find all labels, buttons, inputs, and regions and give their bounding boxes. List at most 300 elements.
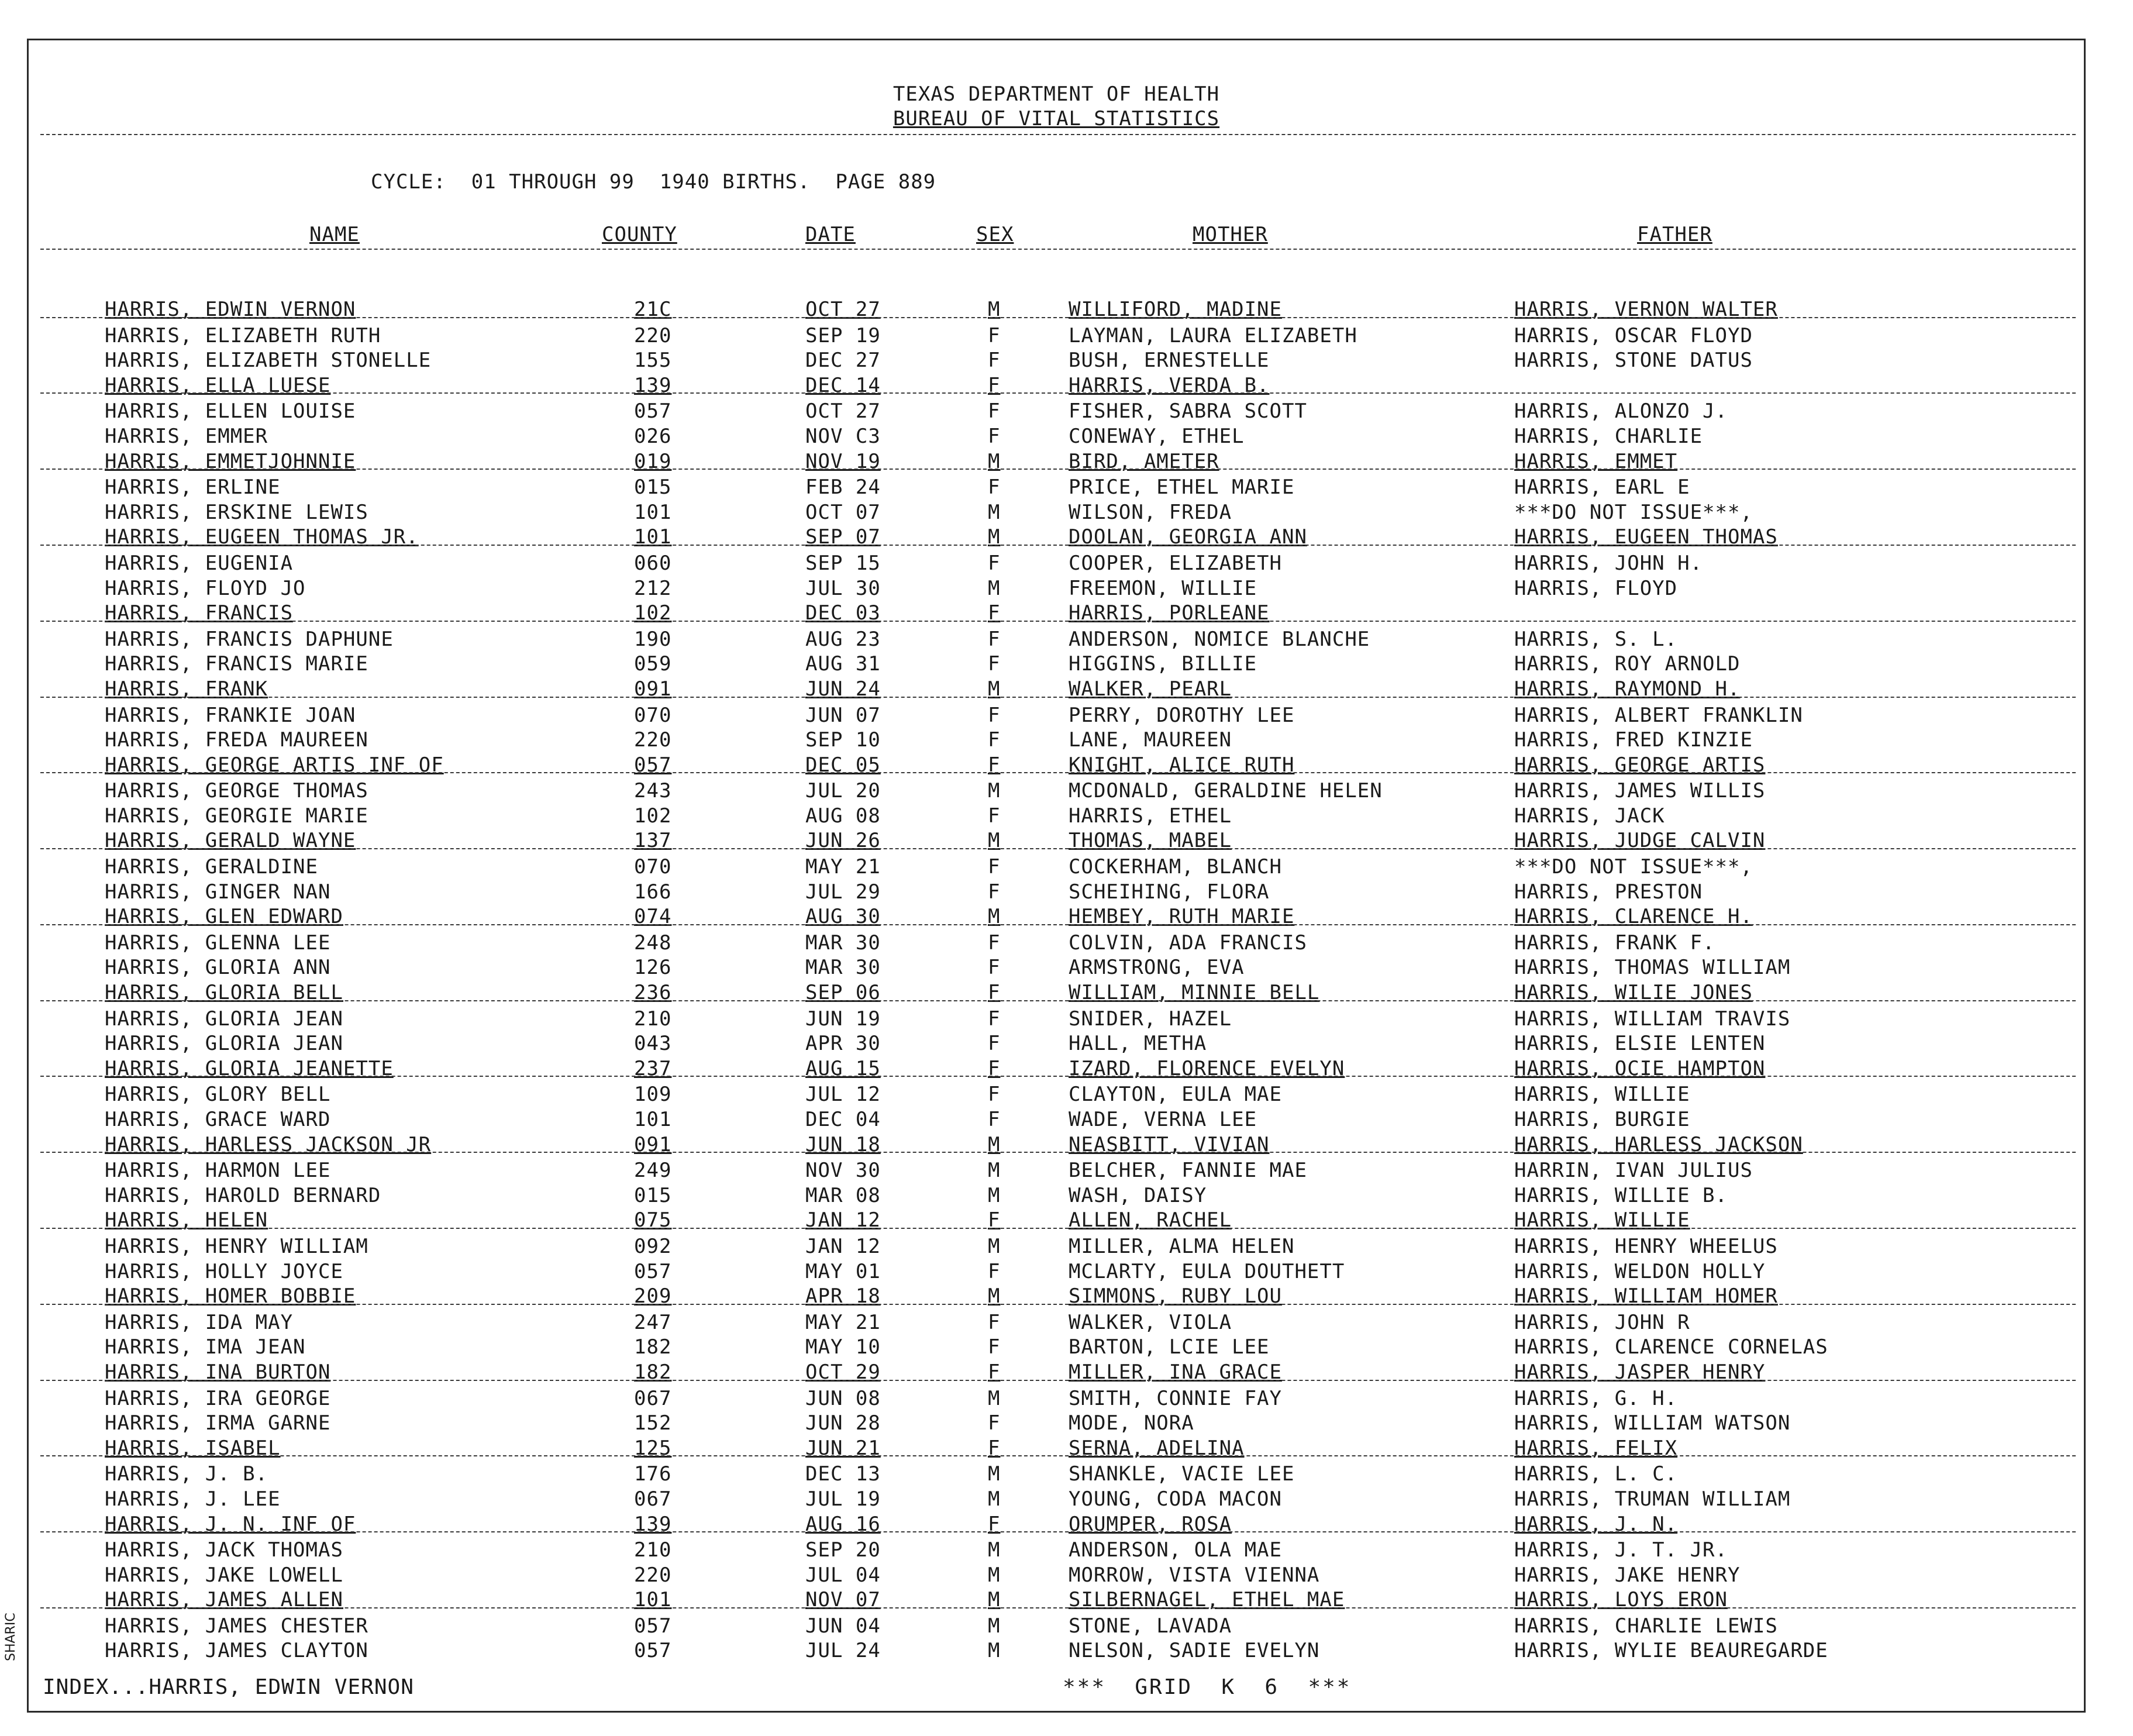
table-row xyxy=(29,1360,2084,1386)
row-divider xyxy=(40,1152,2076,1153)
table-row xyxy=(29,501,2084,526)
cell-sex: M xyxy=(988,1386,1001,1410)
cell-father: HARRIS, RAYMOND H. xyxy=(1514,677,1741,701)
column-header-father: FATHER xyxy=(1637,223,1712,246)
table-row xyxy=(29,1462,2084,1487)
cell-father: HARRIS, S. L. xyxy=(1514,627,1678,651)
cell-county: 059 xyxy=(634,652,672,676)
cell-county: 237 xyxy=(634,1056,672,1080)
cell-father: HARRIS, WILLIAM WATSON xyxy=(1514,1411,1791,1435)
cell-name: HARRIS, GLENNA LEE xyxy=(105,931,331,955)
cell-name: HARRIS, EMMETJOHNNIE xyxy=(105,449,356,473)
cell-father: HARRIS, EUGEEN THOMAS xyxy=(1514,525,1778,549)
cell-county: 109 xyxy=(634,1083,672,1107)
cell-date: AUG 16 xyxy=(805,1512,881,1536)
row-divider xyxy=(40,469,2076,470)
table-row xyxy=(29,981,2084,1006)
cell-father: HARRIS, WILLIE xyxy=(1514,1208,1690,1232)
cell-mother: YOUNG, CODA MACON xyxy=(1069,1487,1282,1511)
cell-father: HARRIS, FELIX xyxy=(1514,1436,1678,1460)
cell-name: HARRIS, IRA GEORGE xyxy=(105,1386,331,1410)
cell-father: HARRIS, JAKE HENRY xyxy=(1514,1563,1741,1587)
cell-name: HARRIS, FREDA MAUREEN xyxy=(105,728,368,752)
cell-mother: KNIGHT, ALICE RUTH xyxy=(1069,753,1295,777)
cell-county: 057 xyxy=(634,1639,672,1663)
cell-county: 220 xyxy=(634,728,672,752)
table-row xyxy=(29,1614,2084,1639)
cell-sex: F xyxy=(988,652,1001,676)
cell-father: HARRIS, WILLIE B. xyxy=(1514,1183,1728,1207)
cell-father: HARRIS, JOHN R xyxy=(1514,1310,1690,1334)
cell-mother: COLVIN, ADA FRANCIS xyxy=(1069,931,1307,955)
cell-name: HARRIS, ERSKINE LEWIS xyxy=(105,500,368,524)
table-row xyxy=(29,476,2084,501)
cycle-line: CYCLE: 01 THROUGH 99 1940 BIRTHS. PAGE 889 xyxy=(371,170,936,194)
cell-sex: F xyxy=(988,424,1001,448)
cell-date: JUL 19 xyxy=(805,1487,881,1511)
cell-mother: SIMMONS, RUBY LOU xyxy=(1069,1284,1282,1308)
table-row xyxy=(29,704,2084,729)
cell-mother: HARRIS, VERDA B. xyxy=(1069,373,1270,397)
cell-county: 182 xyxy=(634,1335,672,1359)
table-row xyxy=(29,349,2084,374)
cell-county: 043 xyxy=(634,1032,672,1056)
table-row xyxy=(29,1538,2084,1563)
table-row xyxy=(29,1260,2084,1285)
table-row xyxy=(29,753,2084,779)
cell-date: JAN 12 xyxy=(805,1208,881,1232)
cell-name: HARRIS, ELLEN LOUISE xyxy=(105,399,356,423)
cell-sex: F xyxy=(988,1259,1001,1283)
cell-name: HARRIS, HELEN xyxy=(105,1208,268,1232)
cell-date: AUG 08 xyxy=(805,804,881,828)
cell-county: 139 xyxy=(634,1512,672,1536)
cell-sex: F xyxy=(988,1056,1001,1080)
cell-name: HARRIS, GEORGIE MARIE xyxy=(105,804,368,828)
cell-date: SEP 07 xyxy=(805,525,881,549)
cell-date: MAY 21 xyxy=(805,1310,881,1334)
table-row xyxy=(29,931,2084,956)
cell-name: HARRIS, HENRY WILLIAM xyxy=(105,1234,368,1258)
cell-mother: HARRIS, ETHEL xyxy=(1069,804,1232,828)
cell-mother: HEMBEY, RUTH MARIE xyxy=(1069,905,1295,929)
cell-date: JUL 20 xyxy=(805,779,881,803)
index-footer: INDEX...HARRIS, EDWIN VERNON xyxy=(43,1675,414,1699)
table-row xyxy=(29,1513,2084,1538)
table-row xyxy=(29,1184,2084,1209)
cell-mother: WASH, DAISY xyxy=(1069,1183,1207,1207)
cell-date: MAR 08 xyxy=(805,1183,881,1207)
cell-name: HARRIS, J. N. INF OF xyxy=(105,1512,356,1536)
cell-father: HARRIS, EMMET xyxy=(1514,449,1678,473)
cell-mother: WILLIFORD, MADINE xyxy=(1069,298,1282,321)
cell-date: JUN 18 xyxy=(805,1132,881,1156)
table-row xyxy=(29,1437,2084,1462)
cell-sex: F xyxy=(988,1360,1001,1384)
table-row xyxy=(29,1387,2084,1412)
cell-name: HARRIS, ISABEL xyxy=(105,1436,281,1460)
table-row xyxy=(29,1032,2084,1057)
table-row xyxy=(29,1284,2084,1310)
cell-mother: SCHEIHING, FLORA xyxy=(1069,880,1270,904)
document-frame xyxy=(27,39,2086,1713)
cell-sex: M xyxy=(988,1614,1001,1638)
cell-date: JAN 12 xyxy=(805,1234,881,1258)
cell-name: HARRIS, GLORIA JEANETTE xyxy=(105,1056,394,1080)
cell-county: 101 xyxy=(634,500,672,524)
cell-county: 074 xyxy=(634,905,672,929)
cell-county: 137 xyxy=(634,829,672,853)
cell-father: HARRIS, L. C. xyxy=(1514,1462,1678,1486)
cell-county: 091 xyxy=(634,1132,672,1156)
cell-mother: LANE, MAUREEN xyxy=(1069,728,1232,752)
cell-father: HARRIS, CHARLIE LEWIS xyxy=(1514,1614,1778,1638)
cell-mother: FISHER, SABRA SCOTT xyxy=(1069,399,1307,423)
cell-father: HARRIS, JAMES WILLIS xyxy=(1514,779,1766,803)
cell-name: HARRIS, GEORGE THOMAS xyxy=(105,779,368,803)
table-row xyxy=(29,880,2084,905)
cell-sex: M xyxy=(988,1159,1001,1183)
row-divider xyxy=(40,317,2076,318)
cell-sex: F xyxy=(988,323,1001,347)
cell-name: HARRIS, ELIZABETH RUTH xyxy=(105,323,381,347)
cell-date: JUN 08 xyxy=(805,1386,881,1410)
cell-name: HARRIS, J. LEE xyxy=(105,1487,281,1511)
cell-county: 212 xyxy=(634,576,672,600)
cell-sex: M xyxy=(988,1284,1001,1308)
cell-date: DEC 13 xyxy=(805,1462,881,1486)
row-divider xyxy=(40,621,2076,622)
table-row xyxy=(29,628,2084,653)
cell-mother: PERRY, DOROTHY LEE xyxy=(1069,703,1295,727)
cell-mother: ANDERSON, OLA MAE xyxy=(1069,1538,1282,1562)
cell-mother: NELSON, SADIE EVELYN xyxy=(1069,1639,1320,1663)
column-header-name: NAME xyxy=(309,223,360,246)
table-row xyxy=(29,1487,2084,1513)
cell-name: HARRIS, GLORY BELL xyxy=(105,1083,331,1107)
cell-father: HARRIS, ELSIE LENTEN xyxy=(1514,1032,1766,1056)
cell-father: HARRIS, FRANK F. xyxy=(1514,931,1715,955)
cell-county: 026 xyxy=(634,424,672,448)
cell-date: SEP 19 xyxy=(805,323,881,347)
cell-sex: M xyxy=(988,1487,1001,1511)
cell-name: HARRIS, JAKE LOWELL xyxy=(105,1563,343,1587)
cell-mother: ALLEN, RACHEL xyxy=(1069,1208,1232,1232)
cell-sex: F xyxy=(988,1436,1001,1460)
cell-county: 209 xyxy=(634,1284,672,1308)
cell-mother: COCKERHAM, BLANCH xyxy=(1069,855,1282,879)
cell-name: HARRIS, HARLESS JACKSON JR xyxy=(105,1132,432,1156)
cell-mother: WALKER, PEARL xyxy=(1069,677,1232,701)
cell-county: 126 xyxy=(634,956,672,980)
table-row xyxy=(29,1083,2084,1108)
cell-date: OCT 27 xyxy=(805,298,881,321)
cell-county: 249 xyxy=(634,1159,672,1183)
cell-mother: HALL, METHA xyxy=(1069,1032,1207,1056)
cell-mother: ARMSTRONG, EVA xyxy=(1069,956,1245,980)
cell-name: HARRIS, FRANCIS MARIE xyxy=(105,652,368,676)
cell-father: HARRIS, FRED KINZIE xyxy=(1514,728,1753,752)
cell-date: MAY 01 xyxy=(805,1259,881,1283)
cell-father: HARRIS, EARL E xyxy=(1514,476,1690,500)
table-row xyxy=(29,374,2084,399)
cell-county: 155 xyxy=(634,349,672,373)
cell-date: NOV C3 xyxy=(805,424,881,448)
cell-date: APR 30 xyxy=(805,1032,881,1056)
cell-father: HARRIS, TRUMAN WILLIAM xyxy=(1514,1487,1791,1511)
cell-mother: BIRD, AMETER xyxy=(1069,449,1219,473)
cell-date: JUL 29 xyxy=(805,880,881,904)
cell-sex: F xyxy=(988,703,1001,727)
row-divider xyxy=(40,1455,2076,1456)
cell-father: HARRIS, ALBERT FRANKLIN xyxy=(1514,703,1803,727)
row-divider xyxy=(40,1076,2076,1077)
row-divider xyxy=(40,545,2076,546)
cell-county: 101 xyxy=(634,1588,672,1612)
cell-county: 102 xyxy=(634,601,672,625)
cell-sex: M xyxy=(988,500,1001,524)
cell-sex: F xyxy=(988,1411,1001,1435)
cell-name: HARRIS, GERALDINE xyxy=(105,855,318,879)
cell-date: FEB 24 xyxy=(805,476,881,500)
cell-county: 21C xyxy=(634,298,672,321)
row-divider xyxy=(40,1000,2076,1001)
cell-date: MAY 10 xyxy=(805,1335,881,1359)
cell-sex: F xyxy=(988,855,1001,879)
cell-sex: F xyxy=(988,601,1001,625)
table-row xyxy=(29,804,2084,829)
cell-father: HARRIS, WILLIE xyxy=(1514,1083,1690,1107)
table-row xyxy=(29,728,2084,753)
cell-sex: F xyxy=(988,728,1001,752)
cell-date: AUG 15 xyxy=(805,1056,881,1080)
cell-county: 236 xyxy=(634,981,672,1005)
cell-father: HARRIS, THOMAS WILLIAM xyxy=(1514,956,1791,980)
cell-date: NOV 19 xyxy=(805,449,881,473)
cell-date: DEC 14 xyxy=(805,373,881,397)
cell-sex: M xyxy=(988,677,1001,701)
table-row xyxy=(29,1159,2084,1184)
cell-mother: ANDERSON, NOMICE BLANCHE xyxy=(1069,627,1370,651)
cell-father: ***DO NOT ISSUE***, xyxy=(1514,855,1753,879)
cell-county: 101 xyxy=(634,525,672,549)
grid-footer: *** GRID K 6 *** xyxy=(1063,1675,1352,1699)
cell-date: JUL 04 xyxy=(805,1563,881,1587)
table-row xyxy=(29,1639,2084,1664)
cell-name: HARRIS, INA BURTON xyxy=(105,1360,331,1384)
cell-name: HARRIS, JAMES CLAYTON xyxy=(105,1639,368,1663)
cell-name: HARRIS, GINGER NAN xyxy=(105,880,331,904)
cell-date: JUL 30 xyxy=(805,576,881,600)
cell-sex: F xyxy=(988,399,1001,423)
cell-mother: WILLIAM, MINNIE BELL xyxy=(1069,981,1320,1005)
cell-mother: BUSH, ERNESTELLE xyxy=(1069,349,1270,373)
column-header-county: COUNTY xyxy=(602,223,677,246)
records-table xyxy=(29,298,2084,1664)
table-row xyxy=(29,1588,2084,1613)
table-row xyxy=(29,1133,2084,1158)
cell-sex: F xyxy=(988,981,1001,1005)
table-row xyxy=(29,399,2084,425)
cell-father: HARRIS, CLARENCE CORNELAS xyxy=(1514,1335,1828,1359)
bureau-title: BUREAU OF VITAL STATISTICS xyxy=(893,107,1220,130)
cell-father: HARRIS, WILLIAM HOMER xyxy=(1514,1284,1778,1308)
table-row xyxy=(29,1563,2084,1589)
cell-mother: STONE, LAVADA xyxy=(1069,1614,1232,1638)
cell-county: 060 xyxy=(634,551,672,575)
cell-mother: MILLER, INA GRACE xyxy=(1069,1360,1282,1384)
cell-mother: THOMAS, MABEL xyxy=(1069,829,1232,853)
cell-sex: M xyxy=(988,576,1001,600)
cell-sex: M xyxy=(988,525,1001,549)
cell-name: HARRIS, HOLLY JOYCE xyxy=(105,1259,343,1283)
cell-name: HARRIS, IMA JEAN xyxy=(105,1335,306,1359)
cell-name: HARRIS, JAMES CHESTER xyxy=(105,1614,368,1638)
cell-mother: FREEMON, WILLIE xyxy=(1069,576,1257,600)
cell-mother: HARRIS, PORLEANE xyxy=(1069,601,1270,625)
cell-mother: WILSON, FREDA xyxy=(1069,500,1232,524)
cell-county: 102 xyxy=(634,804,672,828)
cell-mother: ORUMPER, ROSA xyxy=(1069,1512,1232,1536)
table-row xyxy=(29,1311,2084,1336)
cell-sex: F xyxy=(988,1083,1001,1107)
cell-name: HARRIS, GRACE WARD xyxy=(105,1108,331,1131)
cell-father: HARRIS, HENRY WHEELUS xyxy=(1514,1234,1778,1258)
cell-county: 182 xyxy=(634,1360,672,1384)
cell-date: OCT 07 xyxy=(805,500,881,524)
cell-date: AUG 31 xyxy=(805,652,881,676)
cell-name: HARRIS, ERLINE xyxy=(105,476,281,500)
row-divider xyxy=(40,1607,2076,1608)
table-row xyxy=(29,552,2084,577)
cell-mother: SNIDER, HAZEL xyxy=(1069,1007,1232,1031)
cell-mother: PRICE, ETHEL MARIE xyxy=(1069,476,1295,500)
cell-father: HARRIS, WYLIE BEAUREGARDE xyxy=(1514,1639,1828,1663)
cell-mother: WADE, VERNA LEE xyxy=(1069,1108,1257,1131)
table-row xyxy=(29,829,2084,854)
row-divider xyxy=(40,1531,2076,1532)
cell-name: HARRIS, ELLA LUESE xyxy=(105,373,331,397)
cell-mother: IZARD, FLORENCE EVELYN xyxy=(1069,1056,1345,1080)
cell-sex: M xyxy=(988,1639,1001,1663)
table-row xyxy=(29,577,2084,602)
cell-sex: F xyxy=(988,476,1001,500)
cell-date: DEC 04 xyxy=(805,1108,881,1131)
cell-sex: M xyxy=(988,449,1001,473)
cell-sex: F xyxy=(988,1310,1001,1334)
cell-date: SEP 10 xyxy=(805,728,881,752)
cell-father: HARRIS, OSCAR FLOYD xyxy=(1514,323,1753,347)
cell-sex: F xyxy=(988,804,1001,828)
column-header-mother: MOTHER xyxy=(1193,223,1268,246)
cell-date: MAY 21 xyxy=(805,855,881,879)
cell-county: 015 xyxy=(634,1183,672,1207)
row-divider xyxy=(40,1304,2076,1305)
cell-date: JUN 19 xyxy=(805,1007,881,1031)
row-divider xyxy=(40,848,2076,849)
divider-line xyxy=(40,249,2076,250)
cell-sex: M xyxy=(988,298,1001,321)
cell-father: HARRIS, J. N. xyxy=(1514,1512,1678,1536)
table-row xyxy=(29,1057,2084,1082)
cell-county: 101 xyxy=(634,1108,672,1131)
cell-mother: SHANKLE, VACIE LEE xyxy=(1069,1462,1295,1486)
cell-name: HARRIS, GLORIA JEAN xyxy=(105,1032,343,1056)
cell-date: NOV 30 xyxy=(805,1159,881,1183)
cell-mother: BELCHER, FANNIE MAE xyxy=(1069,1159,1307,1183)
table-row xyxy=(29,855,2084,880)
cell-date: NOV 07 xyxy=(805,1588,881,1612)
cell-mother: MCLARTY, EULA DOUTHETT xyxy=(1069,1259,1345,1283)
cell-sex: F xyxy=(988,1335,1001,1359)
cell-father: HARRIS, JASPER HENRY xyxy=(1514,1360,1766,1384)
table-row xyxy=(29,905,2084,930)
cell-sex: M xyxy=(988,1234,1001,1258)
cell-father: HARRIS, WELDON HOLLY xyxy=(1514,1259,1766,1283)
cell-father: HARRIS, WILIE JONES xyxy=(1514,981,1753,1005)
table-row xyxy=(29,1208,2084,1234)
cell-father: HARRIS, PRESTON xyxy=(1514,880,1703,904)
cell-mother: BARTON, LCIE LEE xyxy=(1069,1335,1270,1359)
cell-sex: M xyxy=(988,829,1001,853)
cell-father: HARRIS, G. H. xyxy=(1514,1386,1678,1410)
row-divider xyxy=(40,1228,2076,1229)
cell-name: HARRIS, ELIZABETH STONELLE xyxy=(105,349,432,373)
cell-sex: M xyxy=(988,1563,1001,1587)
cell-name: HARRIS, FRANKIE JOAN xyxy=(105,703,356,727)
cell-county: 210 xyxy=(634,1538,672,1562)
cell-county: 091 xyxy=(634,677,672,701)
cell-name: HARRIS, IDA MAY xyxy=(105,1310,294,1334)
cell-mother: MILLER, ALMA HELEN xyxy=(1069,1234,1295,1258)
cell-date: DEC 27 xyxy=(805,349,881,373)
cell-mother: MCDONALD, GERALDINE HELEN xyxy=(1069,779,1383,803)
cell-county: 057 xyxy=(634,1614,672,1638)
cell-county: 057 xyxy=(634,753,672,777)
cell-county: 125 xyxy=(634,1436,672,1460)
cell-father: HARRIS, HARLESS JACKSON xyxy=(1514,1132,1803,1156)
cell-father: HARRIS, JUDGE CALVIN xyxy=(1514,829,1766,853)
cell-name: HARRIS, EUGEEN THOMAS JR. xyxy=(105,525,419,549)
cell-mother: CONEWAY, ETHEL xyxy=(1069,424,1245,448)
cell-county: 015 xyxy=(634,476,672,500)
cell-sex: F xyxy=(988,931,1001,955)
cell-sex: F xyxy=(988,551,1001,575)
cell-mother: WALKER, VIOLA xyxy=(1069,1310,1232,1334)
cell-sex: M xyxy=(988,1462,1001,1486)
cell-county: 210 xyxy=(634,1007,672,1031)
cell-father: HARRIS, ALONZO J. xyxy=(1514,399,1728,423)
cell-date: JUN 28 xyxy=(805,1411,881,1435)
cell-mother: COOPER, ELIZABETH xyxy=(1069,551,1282,575)
cell-date: JUN 26 xyxy=(805,829,881,853)
divider-line xyxy=(40,134,2076,135)
cell-county: 166 xyxy=(634,880,672,904)
cell-name: HARRIS, GLEN EDWARD xyxy=(105,905,343,929)
table-row xyxy=(29,324,2084,349)
cell-county: 092 xyxy=(634,1234,672,1258)
cell-date: MAR 30 xyxy=(805,931,881,955)
cell-date: OCT 27 xyxy=(805,399,881,423)
table-row xyxy=(29,677,2084,702)
cell-father: HARRIS, VERNON WALTER xyxy=(1514,298,1778,321)
cell-father: ***DO NOT ISSUE***, xyxy=(1514,500,1753,524)
cell-mother: SMITH, CONNIE FAY xyxy=(1069,1386,1282,1410)
cell-mother: DOOLAN, GEORGIA ANN xyxy=(1069,525,1307,549)
cell-mother: MORROW, VISTA VIENNA xyxy=(1069,1563,1320,1587)
cell-county: 139 xyxy=(634,373,672,397)
cell-date: JUL 24 xyxy=(805,1639,881,1663)
